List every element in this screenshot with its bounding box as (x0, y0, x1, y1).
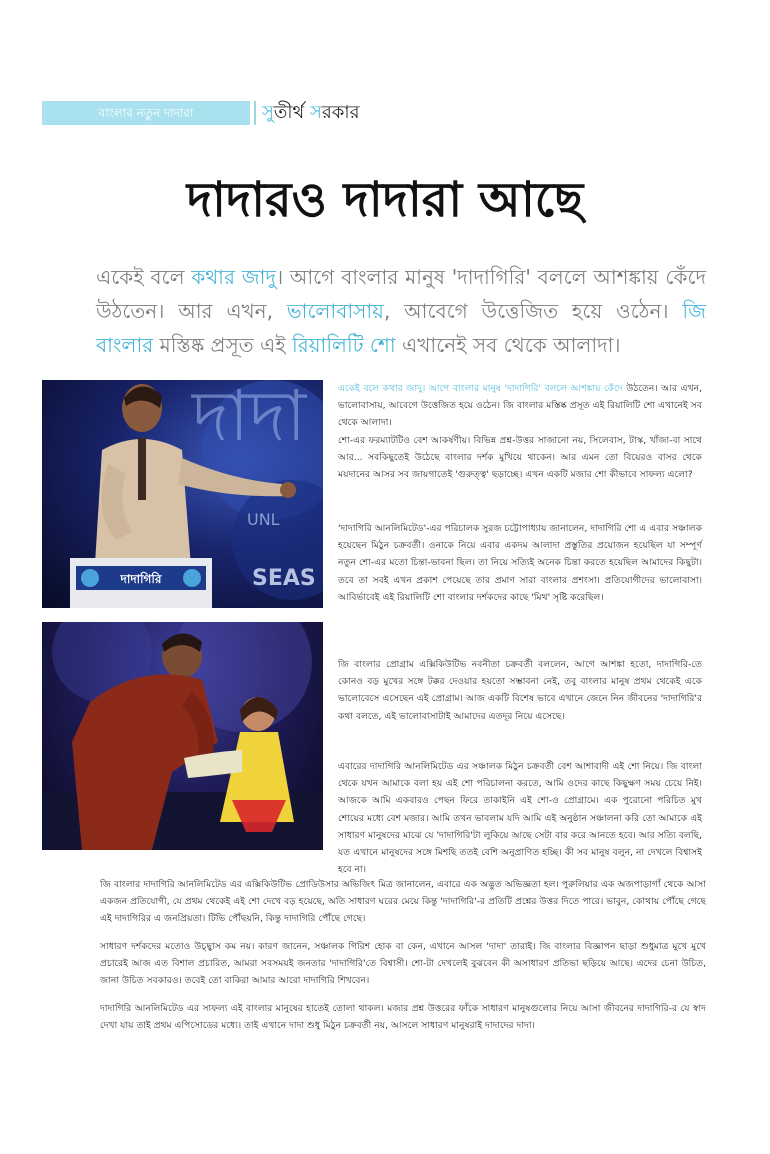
column-paragraph-4: জি বাংলার প্রোগ্রাম এক্সিকিউটিভ নবনীতা চক্রবর্তী বললেন, আগে আশঙ্কা হতো, দাদাগিরি-তে কোনও বড় মুখের সঙ্গে টক্কর দেওয়ার হয়তো সম্ভাবনা নেই, তবু বাংলার মানুষ প্রথম থেকেই একে ভালোবেসে এসেছেন এই প্রোগ্রাম। আজ একটি বিশেষ ভাবে এখানে জেনে নিন জীবনের 'দাদাগিরি'র কথা বলতে, এই ভালোবাসাটাই আমাদের এতদূর নিয়ে এসেছে। (338, 659, 702, 722)
intro-text-1: একেই বলে (96, 265, 192, 289)
intro-paragraph (96, 260, 706, 362)
tag-divider (254, 101, 256, 125)
author-part-2: তীর্থ (273, 102, 310, 123)
column-paragraph-1-rest: উঠতেন। আর এখন, ভালোবাসায়, আবেগে উত্তেজিত হয়ে ওঠেন। জি বাংলার মস্তিষ্ক প্রসূত এই রিয়ালিটি শো এখানেই সব থেকে আলাদা। (338, 383, 703, 429)
intro-highlight-1: কথার জাদু (191, 265, 276, 289)
intro-highlight-3: জি বাংলার (96, 299, 706, 357)
podium-logo-text: দাদাগিরি (120, 572, 162, 586)
column-paragraph-2: শো-এর ফরম্যাটটিও বেশ আকর্ষণীয়। বিভিন্ন প্রশ্ন-উত্তর সাজানো নয়, সিলেবাস, টাস্ক, খাঁজা-বা সাথে আর... সবকিছুতেই উঠেছে বাংলার দর্শক মুখিয়ে থাকেন। আর এমন তো বিয়েরও বাসর থেকে ময়দানের আসর সব জায়গাতেই 'গুরুত্ত্ব' ছড়াচ্ছে। এখন একটি মজার শো কীভাবে সাফল্য এলো? (338, 435, 702, 481)
intro-text-4: মস্তিষ্ক প্রসূত এই (153, 333, 293, 357)
photo-host-with-child (42, 622, 323, 850)
column-paragraph-5: এবারের দাদাগিরি আনলিমিটেড এর সঞ্চালক মিঠুন চক্রবর্তী বেশ আশাবাদী এই শো নিয়ে। জি বাংলা থেকে যখন আমাকে বলা হয় এই শো পরিচালনা করতে, আমি ওদের কাছে কিছুক্ষণ সময় চেয়ে নিই। আজকে আমি একবারও পেছন ফিরে তাকাইনি এই শো-ও প্রোগ্রামে। এক পুরোনো পরিচিত মুখ শোয়ের মধ্যে বেশ মজার। আমি তখন ভাবলাম যদি আমি এই অনুষ্ঠান সঞ্চালনা করি তো আমাকে এই সাধারণ মানুষদের মাঝে যে 'দাদাগিরি'টা লুকিয়ে আছে সেটা বার করে আনতে হবে। আর সত্যি বলছি, যত এখানে মানুষদের সঙ্গে মিশছি ততই বেশি অনুপ্রাণিত হচ্ছি। কী সব মানুষ বলুন, না দেখলে বিশ্বাসই হবে না। (338, 761, 702, 876)
photo-host-on-stage (42, 380, 323, 608)
wide-paragraph-2: সাধারণ দর্শকদের মতোও উচ্ছ্বাস কম নয়। কারণ জানেন, সঞ্চালক গিরিশ হোক বা কেন, এখানে আসল 'দাদা' তারাই। জি বাংলার বিজ্ঞাপন ছাড়া শুধুমাত্র মুখে মুখে প্রচারেই আজ এত বিশাল প্রচারিত, আমরা সবসময়ই জনতার 'দাদাগিরি'তে বিশ্বাসী। শো-টা দেখলেই বুঝবেন কী অসাধারণ প্রতিভা ছড়িয়ে আছে। এদের চেনা উচিত, জানা উচিত সবকারও। তবেই তো বাকিরা আমার আরো দাদাগিরি শিখবেন। (100, 941, 706, 987)
backdrop-text-unl: UNL (247, 510, 280, 529)
intro-text-2: । আগে বাংলার মানুষ 'দাদাগিরি' বললে আশঙ্কায় কেঁদে উঠতেন। আর এখন, (96, 265, 706, 323)
backdrop-logo: দাদা (192, 380, 307, 457)
column-paragraph-1-lead: একেই বলে কথার জাদু। আগে বাংলার মানুষ 'দাদাগিরি' বললে আশঙ্কায় কেঁদে (338, 383, 623, 394)
photo-host-illustration (42, 380, 323, 608)
author-part-1: সু (262, 102, 274, 123)
headline: দাদারও দাদারা আছে (186, 172, 584, 228)
photo-child-illustration (42, 622, 323, 850)
section-tag-text: বাংলার নতুন দাদারা (98, 106, 194, 120)
column-paragraph-3: 'দাদাগিরি আনলিমিটেড'-এর পরিচালক সুরজ চট্টোপাধ্যায় জানালেন, দাদাগিরি শো এ এবার সঞ্চালক হয়েছেন মিঠুন চক্রবর্তী। ওনাকে নিয়ে এবার একদম আলাদা প্রস্তুতির প্রয়োজন হয়েছিল যা সম্পূর্ণ নতুন শো-এর মতো চিন্তা-ভাবনা ছিল। তা নিয়ে সত্যিই অনেক চিন্তা করতে হয়েছিল আমাদের কিছুটা। তবে তা সবই এখন প্রকাশ পেয়েছে তার প্রমাণ সারা বাংলার প্রশংসা। প্রতিযোগীদের ভালোবাসা। আবির্ভাবেই এই রিয়ালিটি শো বাংলার দর্শকদের কাছে 'মিথ' সৃষ্টি করেছিল। (338, 523, 702, 603)
intro-text-5: এখানেই সব থেকে আলাদা। (395, 333, 621, 357)
column-paragraph-1 (338, 380, 702, 432)
section-tag (42, 101, 250, 125)
intro-highlight-4: রিয়ালিটি শো (292, 333, 396, 357)
author-part-4: রকার (321, 102, 360, 123)
intro-highlight-2: ভালোবাসায় (286, 299, 384, 323)
wide-paragraph-1: জি বাংলার দাদাগিরি আনলিমিটেড এর এক্সিকিউটিভ প্রোডিউসার অভিজিৎ মিত্র জানালেন, এবারে এক অদ্ভুত অভিজ্ঞতা হল। পুরুলিয়ার এক অজপাড়াগাঁ থেকে আসা একজন প্রতিযোগী, যে প্রথম থেকেই এই শো দেখে বড় হয়েছে, অতি সাধারণ ঘরের মেয়ে কিন্তু 'দাদাগিরি'-র প্রতিটি প্রশ্নের উত্তর দিতে পারে। ভাবুন, কোথায় পৌঁছে গেছে এই দাদাগিরির এ জনপ্রিয়তা। টিভি পৌঁছয়নি, কিন্তু দাদাগিরি পৌঁছে গেছে। (100, 879, 706, 925)
wide-paragraph-3: দাদাগিরি আনলিমিটেড এর সাফল্য এই বাংলার মানুষের হাতেই তোলা থাকল। মজার প্রশ্ন উত্তরের ফাঁকে সাধারণ মানুষগুলোর নিয়ে আসা জীবনের দাদাগিরি-র যে স্বাদ দেখা যায় তাই প্রথম এপিসোডের মধ্যে। তাই এখানে দাদা শুধু মিঠুন চক্রবর্তী নয়, আসলে সাধারণ মানুষরাই দাদাদের দাদা। (100, 1003, 706, 1032)
author-byline (262, 100, 359, 126)
backdrop-text-seas: SEAS (252, 566, 316, 591)
author-part-3: স (309, 102, 322, 123)
intro-text-3: , আবেগে উত্তেজিত হয়ে ওঠেন। (383, 299, 683, 323)
